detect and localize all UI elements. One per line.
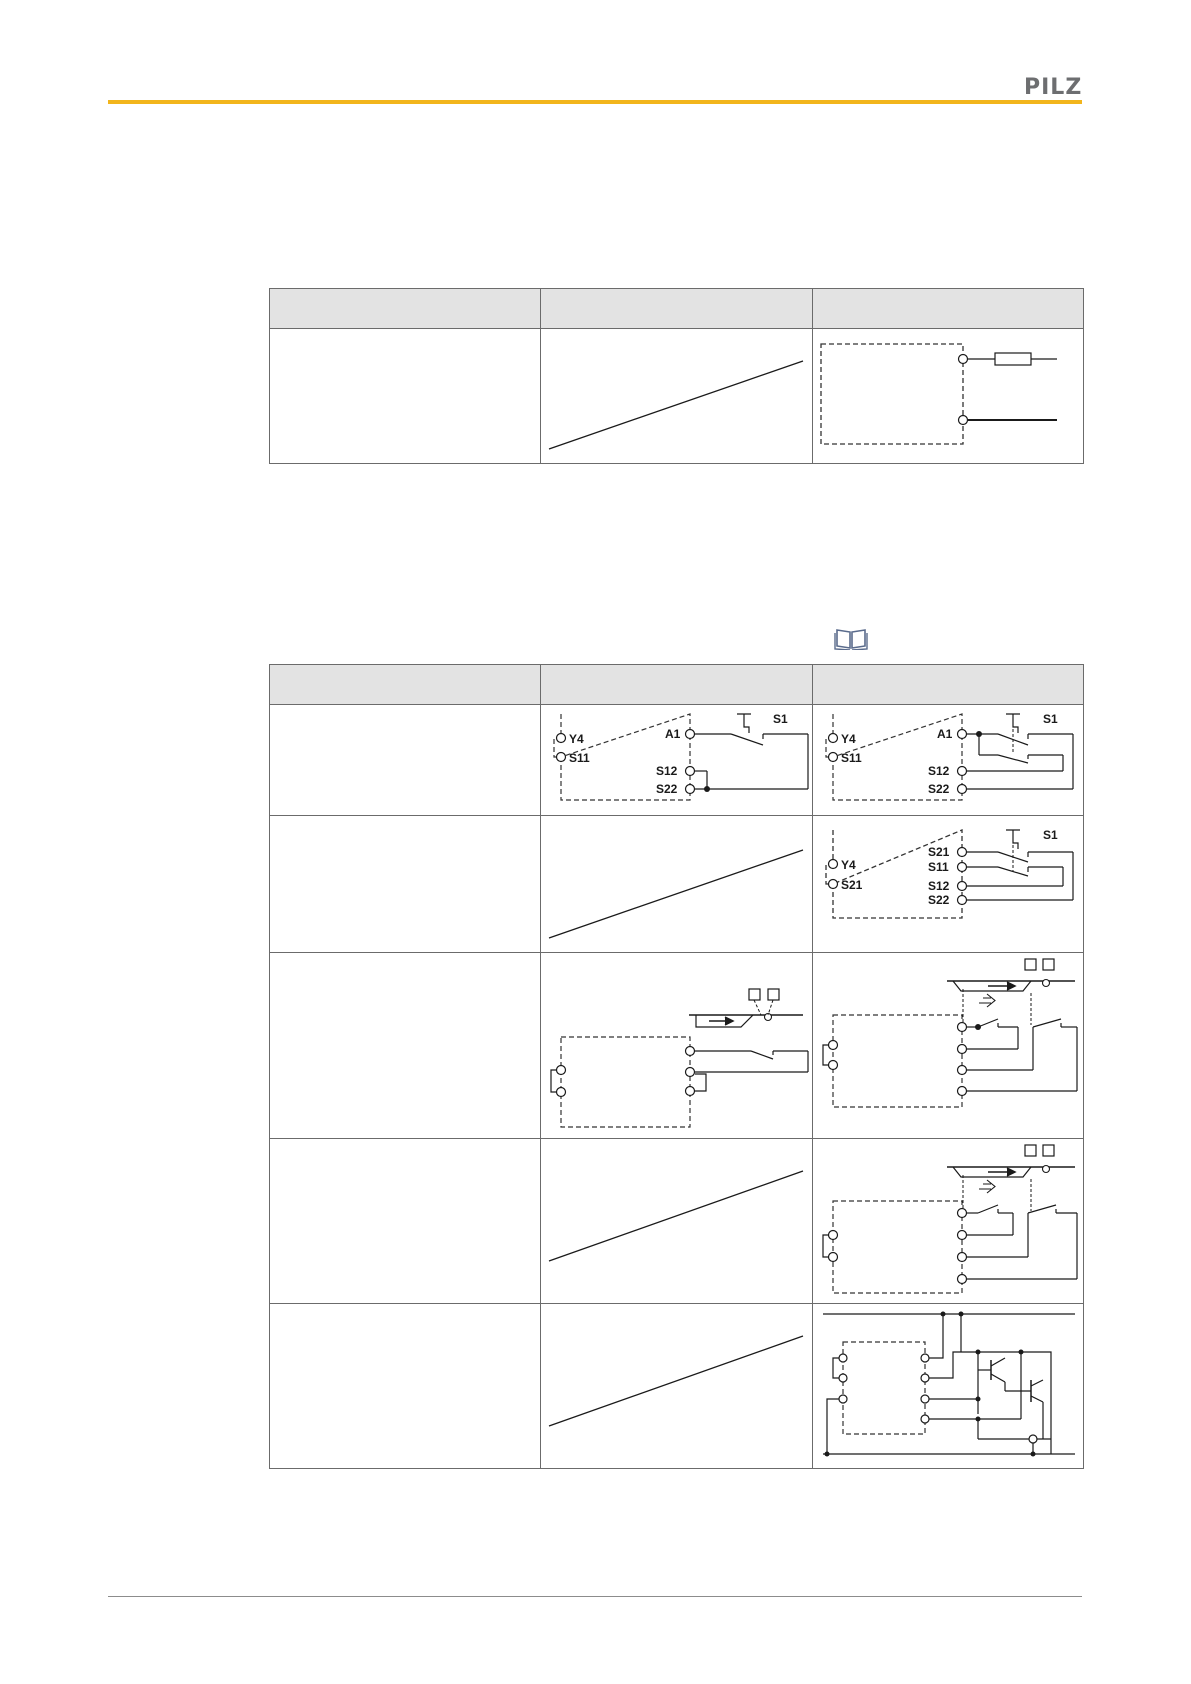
- terminal-label: S22: [928, 893, 950, 907]
- wiring-diagram-estop-single: [541, 705, 812, 814]
- double-arrow-icon: [979, 1180, 995, 1193]
- arrow-right-icon: [988, 982, 1015, 990]
- table-2-header-cell: [813, 665, 1084, 705]
- table-2-header-cell: [270, 665, 541, 705]
- terminal-label: Y4: [841, 858, 856, 872]
- terminal-label: S12: [928, 879, 950, 893]
- not-applicable-slash: [541, 329, 812, 462]
- table-row: [270, 705, 1084, 816]
- lock-icon: [1043, 959, 1054, 970]
- table-row: [270, 329, 1084, 464]
- terminal-label: S1: [1043, 712, 1058, 726]
- table-cell-description: [270, 705, 541, 816]
- table-1-header-cell: [813, 289, 1084, 329]
- terminal-label: S11: [841, 751, 862, 765]
- table-cell-wiring: [541, 705, 813, 816]
- terminal-label: S22: [656, 782, 678, 796]
- table-1-header-row: [270, 289, 1084, 329]
- table-cell-description: [270, 953, 541, 1139]
- wiring-diagram-estop-dual-s21: [813, 816, 1083, 951]
- table-row: [270, 1304, 1084, 1469]
- table-cell-wiring: [541, 953, 813, 1139]
- table-cell-wiring: [813, 1139, 1084, 1304]
- table-cell-wiring: [813, 953, 1084, 1139]
- lock-icon: [1043, 1145, 1054, 1156]
- table-cell-wiring: [813, 329, 1084, 464]
- table-2-header-row: [270, 665, 1084, 705]
- lock-icon: [1025, 959, 1036, 970]
- table-1: [269, 288, 1084, 464]
- wiring-diagram-fuse: [813, 329, 1083, 462]
- lock-icon: [768, 989, 779, 1000]
- table-cell-not-applicable: [541, 1139, 813, 1304]
- terminal-label: S21: [928, 845, 950, 859]
- table-cell-description: [270, 329, 541, 464]
- terminal-label: A1: [665, 727, 681, 741]
- table-cell-wiring: [813, 816, 1084, 953]
- terminal-label: S11: [928, 860, 949, 874]
- not-applicable-slash: [541, 1304, 812, 1467]
- table-cell-description: [270, 1139, 541, 1304]
- arrow-right-icon: [709, 1017, 733, 1025]
- terminal-label: A1: [937, 727, 953, 741]
- table-2-header-cell: [541, 665, 813, 705]
- wiring-diagram-guard-dual-variant: [813, 1139, 1083, 1302]
- table-cell-not-applicable: [541, 1304, 813, 1469]
- open-book-icon: [834, 626, 868, 650]
- lock-icon: [749, 989, 760, 1000]
- table-cell-wiring: [813, 705, 1084, 816]
- pilz-logo: PILZ: [1024, 75, 1083, 100]
- wiring-diagram-transistor-outputs: [813, 1304, 1083, 1467]
- not-applicable-slash: [541, 816, 812, 951]
- terminal-label: S12: [656, 764, 678, 778]
- terminal-label: Y4: [841, 732, 856, 746]
- table-cell-wiring: [813, 1304, 1084, 1469]
- footer-rule: [108, 1596, 1082, 1597]
- not-applicable-slash: [541, 1139, 812, 1302]
- double-arrow-icon: [979, 994, 995, 1007]
- table-cell-not-applicable: [541, 329, 813, 464]
- table-cell-description: [270, 1304, 541, 1469]
- terminal-label: S21: [841, 878, 863, 892]
- table-row: [270, 1139, 1084, 1304]
- terminal-label: S22: [928, 782, 950, 796]
- lock-icon: [1025, 1145, 1036, 1156]
- table-cell-not-applicable: [541, 816, 813, 953]
- terminal-label: S11: [569, 751, 590, 765]
- table-row: [270, 953, 1084, 1139]
- arrow-right-icon: [988, 1168, 1015, 1176]
- fuse-icon: [995, 353, 1031, 365]
- table-cell-description: [270, 816, 541, 953]
- terminal-label: Y4: [569, 732, 584, 746]
- header-rule: [108, 100, 1082, 104]
- table-row: [270, 816, 1084, 953]
- terminal-label: S1: [1043, 828, 1058, 842]
- table-2: [269, 664, 1084, 1469]
- wiring-diagram-guard-dual: [813, 953, 1083, 1137]
- table-1-header-cell: [270, 289, 541, 329]
- estop-icon: [737, 714, 751, 733]
- terminal-label: S1: [773, 712, 788, 726]
- table-1-header-cell: [541, 289, 813, 329]
- wiring-diagram-guard-single: [541, 953, 812, 1137]
- wiring-diagram-estop-dual: [813, 705, 1083, 814]
- terminal-label: S12: [928, 764, 950, 778]
